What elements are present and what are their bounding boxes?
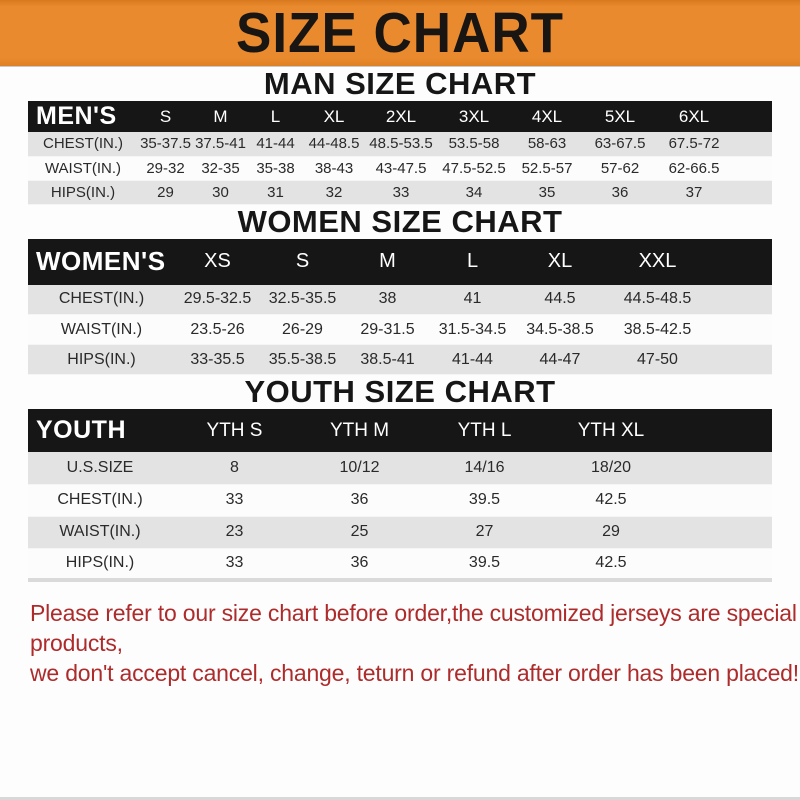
size-value: 26-29 (282, 320, 323, 338)
table-row (28, 548, 772, 580)
page-title: SIZE CHART (236, 1, 564, 65)
disclaimer-line-1: Please refer to our size chart before order,the customized jerseys are special products, (30, 600, 797, 656)
column-header: 5XL (604, 106, 636, 126)
size-value: 30 (212, 183, 229, 201)
size-value: 31.5-34.5 (438, 320, 507, 338)
size-value: 44-47 (539, 350, 581, 368)
size-value: 10/12 (339, 458, 380, 476)
table-row (28, 180, 772, 204)
filler-cell (675, 484, 772, 516)
filler-cell (675, 452, 772, 484)
column-header: L (466, 250, 479, 272)
size-value: 58-63 (527, 135, 567, 153)
women-section-title: WOMEN SIZE CHART (237, 203, 563, 239)
filler-cell (710, 345, 772, 375)
column-header: M (379, 250, 396, 272)
row-label: U.S.SIZE (66, 458, 134, 476)
size-value: 8 (230, 458, 239, 476)
size-value: 57-62 (600, 159, 640, 177)
size-value: 36 (350, 491, 369, 508)
filler-cell (710, 239, 772, 285)
filler-cell (710, 315, 772, 345)
row-label: HIPS(IN.) (50, 183, 116, 201)
size-value: 39.5 (468, 554, 501, 572)
disclaimer-line-2: we don't accept cancel, change, teturn or refund after order has been placed! (30, 660, 799, 686)
size-value: 23 (225, 523, 244, 540)
table-row (28, 345, 772, 375)
column-header: XL (547, 250, 573, 272)
filler-cell (675, 548, 772, 580)
column-header: XS (204, 250, 231, 272)
size-value: 34.5-38.5 (526, 320, 594, 338)
size-value: 29-32 (146, 159, 185, 177)
table-header-row (28, 409, 772, 452)
table-row (28, 285, 772, 315)
filler-cell (675, 409, 772, 452)
size-value: 27 (475, 523, 494, 540)
row-label: CHEST(IN.) (58, 290, 145, 308)
row-label: CHEST(IN.) (43, 135, 123, 153)
filler-cell (731, 132, 772, 156)
size-value: 37.5-41 (195, 135, 246, 153)
filler-cell (675, 516, 772, 548)
column-header: S (159, 106, 172, 126)
size-value: 29-31.5 (360, 320, 415, 338)
filler-cell (710, 285, 772, 315)
size-value: 39.5 (468, 491, 501, 508)
size-value: 67.5-72 (668, 135, 720, 153)
size-value: 44.5-48.5 (623, 290, 692, 308)
size-value: 37 (685, 183, 703, 201)
size-value: 32 (325, 183, 343, 201)
size-value: 38.5-42.5 (623, 320, 692, 338)
column-header: 4XL (531, 106, 563, 126)
size-value: 18/20 (590, 458, 632, 476)
size-value: 29.5-32.5 (183, 290, 252, 308)
size-value: 25 (350, 523, 369, 540)
size-value: 14/16 (464, 458, 505, 476)
row-label: WAIST(IN.) (44, 159, 122, 177)
table-corner-label: MEN'S (36, 102, 117, 130)
size-value: 33 (225, 491, 244, 508)
row-label: CHEST(IN.) (57, 491, 143, 508)
size-chart-banner (0, 0, 800, 67)
filler-cell (731, 180, 772, 204)
size-value: 47.5-52.5 (442, 159, 506, 177)
row-label: HIPS(IN.) (67, 350, 136, 368)
size-value: 48.5-53.5 (369, 135, 433, 153)
youth-section-title: YOUTH SIZE CHART (244, 374, 556, 409)
man-size-table (28, 101, 772, 205)
disclaimer (0, 598, 800, 688)
column-header: M (213, 106, 228, 126)
column-header: 2XL (385, 106, 417, 126)
size-value: 63-67.5 (594, 135, 646, 153)
table-header-row (28, 239, 772, 285)
man-section-title: MAN SIZE CHART (263, 66, 537, 101)
size-value: 62-66.5 (668, 159, 720, 177)
table-row (28, 484, 772, 516)
column-header: XXL (638, 250, 677, 272)
size-value: 35-38 (256, 159, 295, 177)
size-value: 33 (392, 183, 410, 201)
size-value: 52.5-57 (521, 159, 573, 177)
column-header: YTH XL (577, 419, 645, 441)
size-value: 23.5-26 (190, 320, 245, 338)
youth-size-chart-section (0, 375, 800, 582)
column-header: S (295, 250, 310, 272)
size-value: 34 (465, 183, 483, 201)
women-size-table (28, 239, 772, 376)
column-header: YTH M (329, 419, 390, 441)
women-size-chart-section (0, 205, 800, 376)
column-header: XL (323, 106, 345, 126)
size-value: 53.5-58 (448, 135, 500, 153)
size-value: 29 (602, 523, 620, 540)
size-value: 32.5-35.5 (268, 290, 337, 308)
size-value: 35-37.5 (140, 135, 191, 153)
table-row (28, 516, 772, 548)
table-row (28, 452, 772, 484)
column-header: YTH L (457, 419, 512, 441)
size-value: 29 (157, 183, 174, 201)
column-header: YTH S (206, 419, 263, 441)
row-label: WAIST(IN.) (60, 320, 143, 338)
size-value: 35.5-38.5 (268, 350, 337, 368)
row-label: WAIST(IN.) (59, 523, 141, 540)
table-row (28, 315, 772, 345)
filler-cell (731, 156, 772, 180)
size-value: 38 (378, 290, 397, 308)
man-size-chart-section (0, 67, 800, 205)
size-value: 43-47.5 (375, 159, 427, 177)
size-value: 33-35.5 (190, 350, 245, 368)
youth-size-table (28, 409, 772, 582)
table-header-row (28, 101, 772, 132)
table-row (28, 132, 772, 156)
size-value: 32-35 (201, 159, 240, 177)
size-value: 36 (611, 183, 629, 201)
table-corner-label: YOUTH (36, 416, 126, 444)
row-label: HIPS(IN.) (65, 554, 135, 572)
size-value: 33 (225, 554, 244, 572)
size-value: 41-44 (256, 135, 295, 153)
size-value: 44.5 (544, 290, 576, 308)
size-value: 38-43 (314, 159, 354, 177)
size-value: 36 (350, 554, 369, 572)
column-header: 6XL (678, 106, 710, 126)
size-value: 47-50 (637, 350, 678, 368)
column-header: 3XL (458, 106, 490, 126)
table-corner-label: WOMEN'S (36, 246, 166, 276)
size-value: 38.5-41 (360, 350, 415, 368)
size-value: 42.5 (595, 554, 627, 572)
size-value: 44-48.5 (308, 135, 360, 153)
filler-cell (731, 101, 772, 132)
size-value: 35 (538, 183, 556, 201)
table-row (28, 156, 772, 180)
column-header: L (270, 106, 281, 126)
size-value: 42.5 (595, 491, 627, 508)
size-value: 41-44 (452, 350, 493, 368)
size-value: 41 (463, 290, 482, 308)
size-value: 31 (267, 183, 284, 201)
